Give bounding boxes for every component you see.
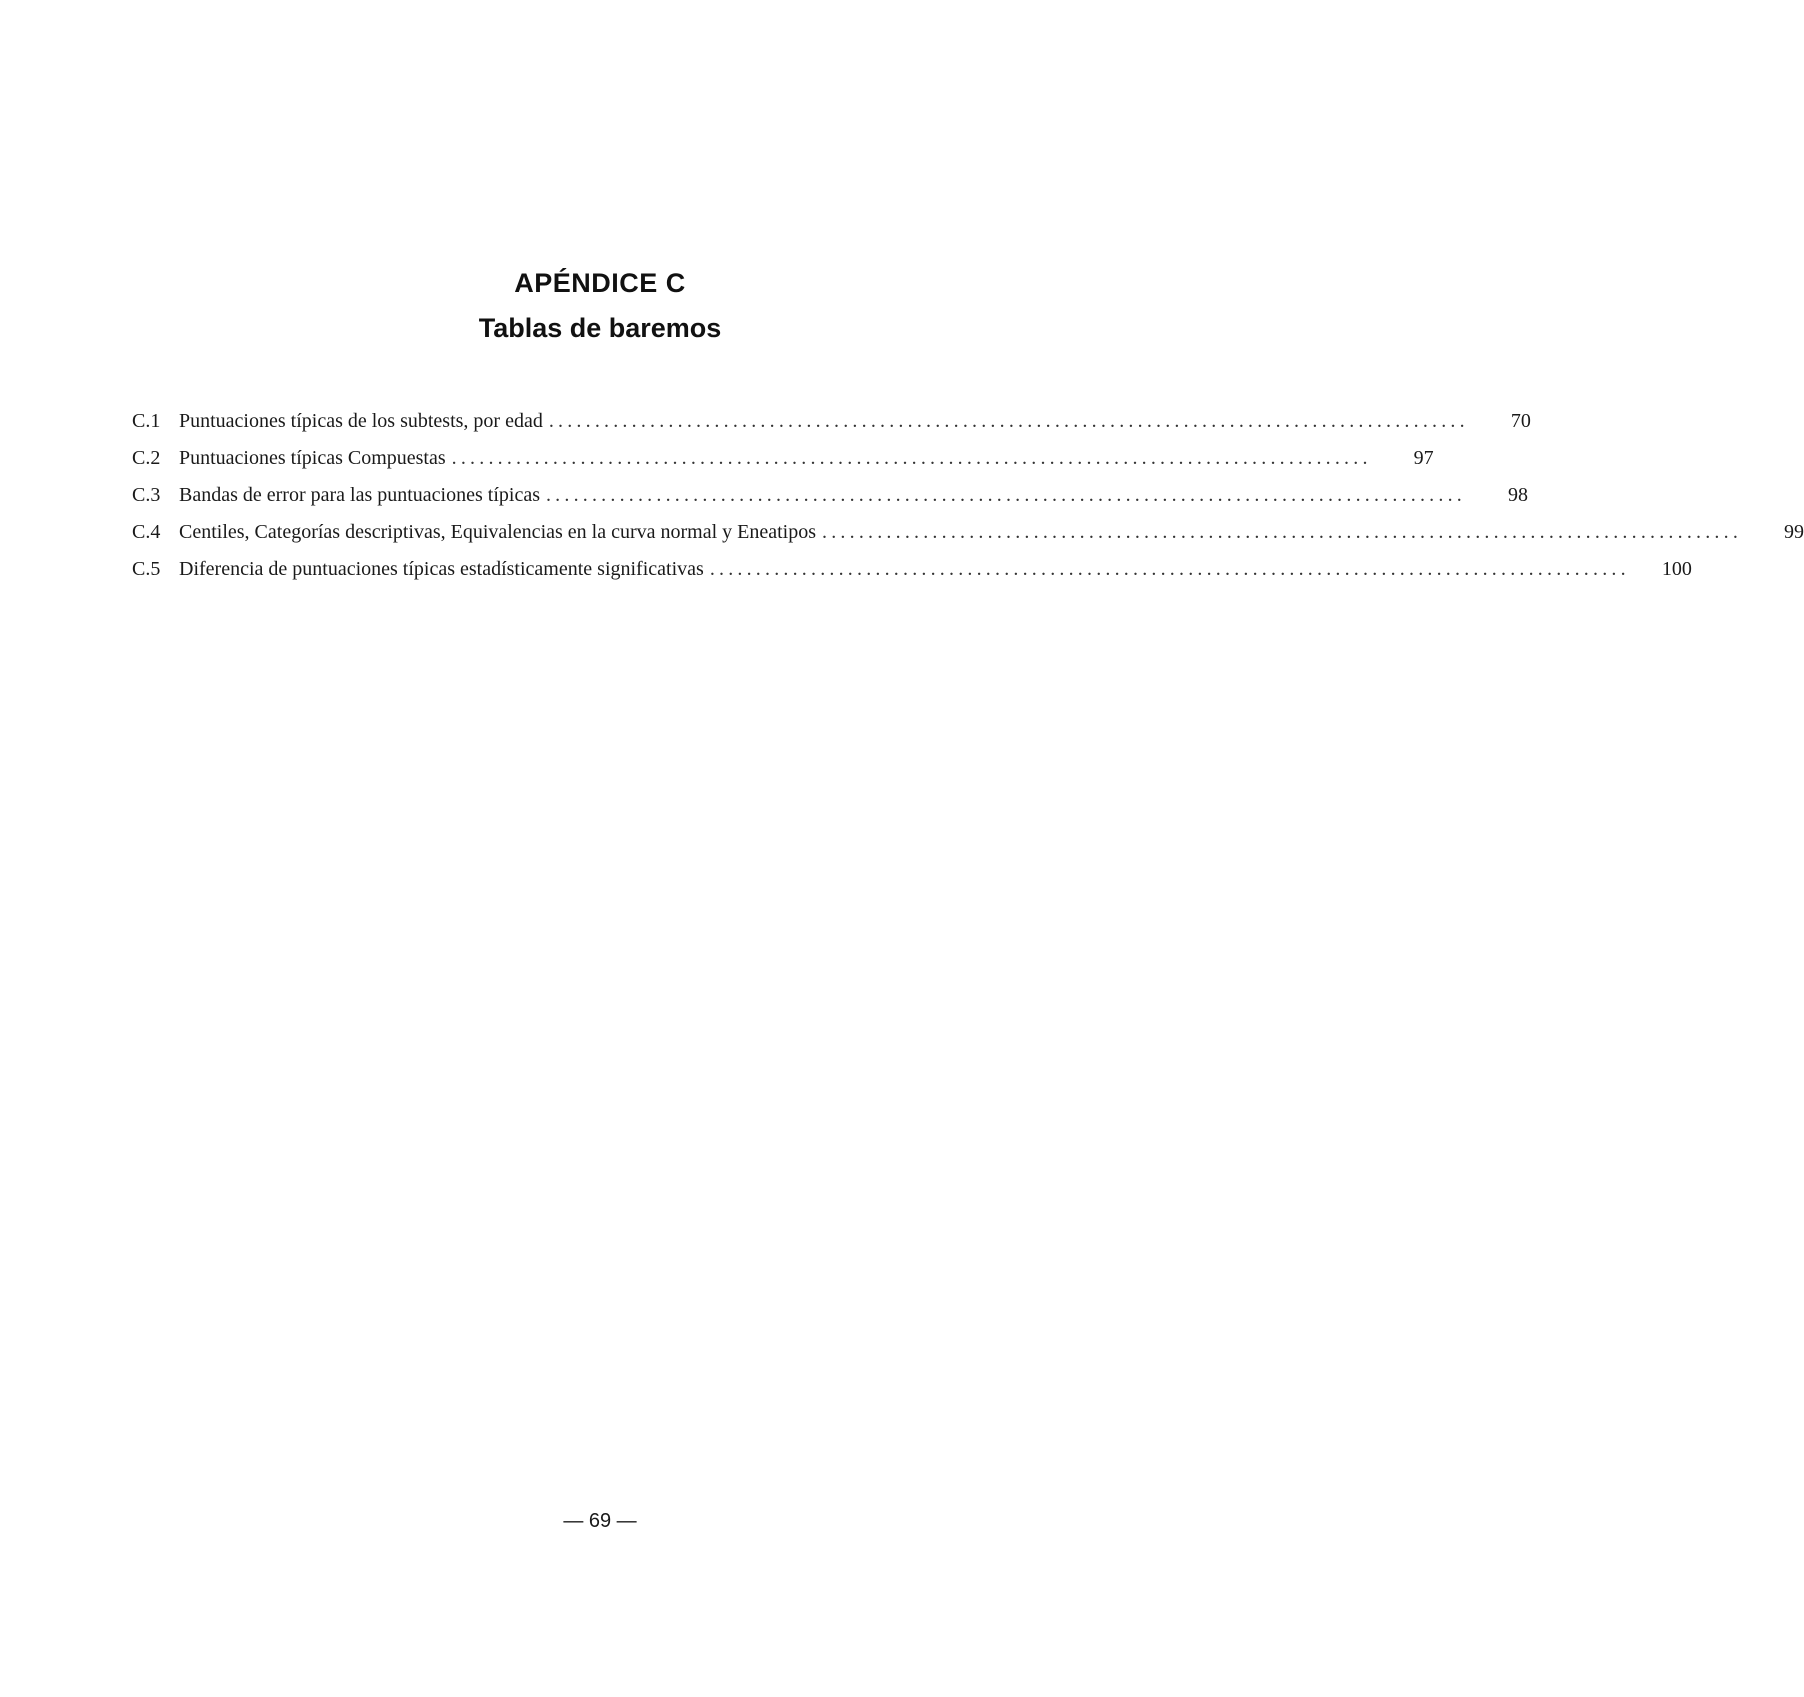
toc-entry-page: 70 <box>1510 410 1531 432</box>
toc-entry-title: Diferencia de puntuaciones típicas estadísticamente significativas <box>179 558 704 580</box>
toc-entry-page: 98 <box>1507 484 1528 506</box>
toc-entry[interactable] <box>132 447 1434 484</box>
table-of-contents <box>132 410 1804 595</box>
toc-entry-page: 99 <box>1784 521 1804 543</box>
toc-leader-dots: .................................................................................................... <box>709 558 1630 580</box>
appendix-title: Tablas de baremos <box>478 313 722 343</box>
toc-entry[interactable] <box>132 521 1804 558</box>
toc-leader-dots: .................................................................................................... <box>822 521 1743 543</box>
toc-entry-page: 97 <box>1413 447 1434 469</box>
toc-leader-dots: .................................................................................................... <box>548 410 1469 432</box>
toc-entry-number: C.5 <box>132 558 161 580</box>
toc-entry-number: C.1 <box>132 410 161 432</box>
toc-entry-number: C.2 <box>132 447 161 469</box>
toc-entry-number: C.3 <box>132 484 161 506</box>
toc-entry-title: Puntuaciones típicas de los subtests, por edad <box>179 410 543 432</box>
page-number: — 69 — <box>563 1510 637 1532</box>
toc-entry-number: C.4 <box>132 521 161 543</box>
toc-leader-dots: .................................................................................................... <box>545 484 1466 506</box>
toc-entry[interactable] <box>132 410 1531 447</box>
toc-entry[interactable] <box>132 484 1528 521</box>
toc-entry-title: Centiles, Categorías descriptivas, Equivalencias en la curva normal y Eneatipos <box>179 521 817 543</box>
toc-leader-dots: .................................................................................................... <box>451 447 1372 469</box>
toc-entry-page: 100 <box>1661 558 1692 580</box>
toc-entry-title: Bandas de error para las puntuaciones típicas <box>179 484 540 506</box>
toc-entry[interactable] <box>132 558 1692 595</box>
appendix-label: APÉNDICE C <box>514 268 686 298</box>
toc-entry-title: Puntuaciones típicas Compuestas <box>179 447 446 469</box>
